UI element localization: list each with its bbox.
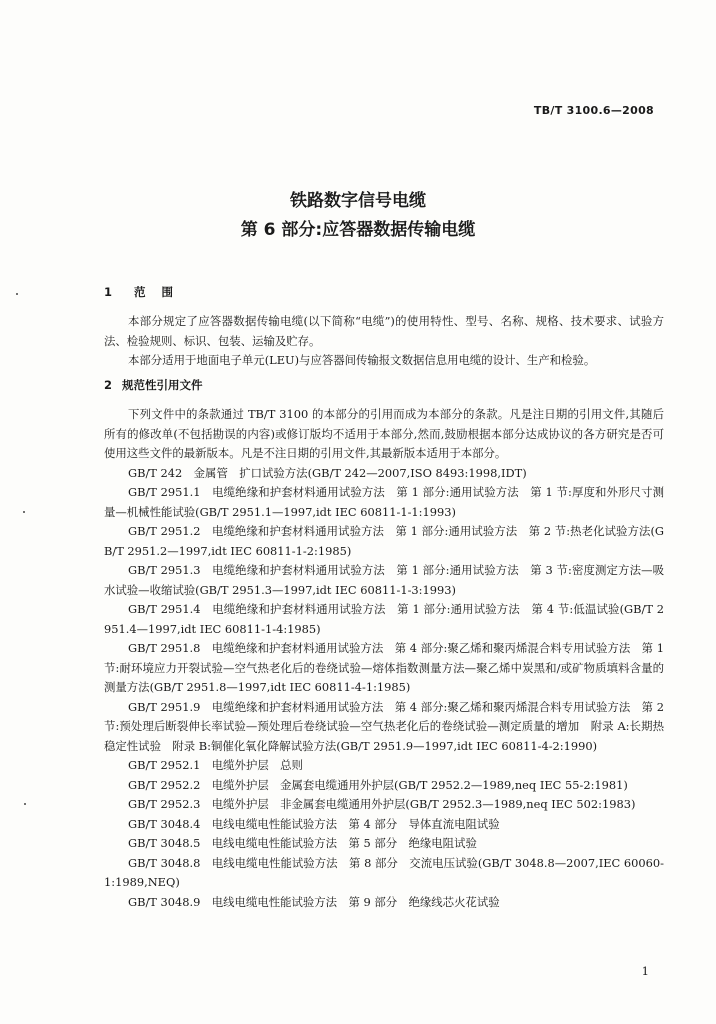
reference-entry: GB/T 2951.3 电缆绝缘和护套材料通用试验方法 第 1 部分:通用试验方法 第 3 节:密度测定方法—吸水试验—收缩试验(GB/T 2951.3—1997,idt IEC 60811-1-3:1993) (104, 563, 664, 597)
reference-entry: GB/T 2951.2 电缆绝缘和护套材料通用试验方法 第 1 部分:通用试验方法 第 2 节:热老化试验方法(GB/T 2951.2—1997,idt IEC 60811-1-2:1985) (104, 524, 664, 558)
reference-entry: GB/T 2951.1 电缆绝缘和护套材料通用试验方法 第 1 部分:通用试验方法 第 1 节:厚度和外形尺寸测量—机械性能试验(GB/T 2951.1—1997,idt IEC 60811-1-1:1993) (104, 485, 664, 519)
scan-speck (23, 511, 25, 513)
section-1-body (104, 312, 664, 371)
paragraph: 本部分适用于地面电子单元(LEU)与应答器间传输报文数据信息用电缆的设计、生产和检验。 (128, 353, 596, 367)
page-number: 1 (641, 964, 649, 978)
section-1-heading (104, 284, 189, 300)
reference-entry: GB/T 242 金属管 扩口试验方法(GB/T 242—2007,ISO 8493:1998,IDT) (128, 465, 527, 480)
section-2-title: 规范性引用文件 (122, 378, 203, 392)
reference-entry: GB/T 2952.1 电缆外护层 总则 (128, 758, 303, 772)
section-2-heading (104, 377, 203, 393)
paragraph: 下列文件中的条款通过 TB/T 3100 的本部分的引用而成为本部分的条款。凡是注日期的引用文件,其随后所有的修改单(不包括勘误的内容)或修订版均不适用于本部分,然而,鼓励根据本部分达成协议的各方研究是否可使用这些文件的最新版本。凡是不注日期的引用文件,其最新版本适用于本部分。 (104, 407, 664, 460)
reference-entry: GB/T 3048.5 电线电缆电性能试验方法 第 5 部分 绝缘电阻试验 (128, 836, 477, 850)
reference-entry: GB/T 3048.4 电线电缆电性能试验方法 第 4 部分 导体直流电阻试验 (128, 816, 500, 831)
reference-entry: GB/T 2951.8 电缆绝缘和护套材料通用试验方法 第 4 部分:聚乙烯和聚丙烯混合料专用试验方法 第 1 节:耐环境应力开裂试验—空气热老化后的卷绕试验—熔体指数测量方法—聚乙烯中炭黑和/或矿物质填料含量的测量方法(GB/T 2951.8—1997,idt IEC 60811-4-1:1985) (104, 641, 664, 694)
section-1-number: 1 (104, 285, 113, 299)
paragraph: 本部分规定了应答器数据传输电缆(以下简称“电缆”)的使用特性、型号、名称、规格、技术要求、试验方法、检验规则、标识、包装、运输及贮存。 (104, 314, 664, 348)
document-title-line1: 铁路数字信号电缆 (290, 191, 426, 211)
scan-speck (16, 293, 18, 295)
reference-entry: GB/T 2951.9 电缆绝缘和护套材料通用试验方法 第 4 部分:聚乙烯和聚丙烯混合料专用试验方法 第 2 节:预处理后断裂伸长率试验—预处理后卷绕试验—空气热老化后的卷绕试验—测定质量的增加 附录 A:长期热稳定性试验 附录 B:铜催化氧化降解试验方法(GB/T 2951.9—1997,idt IEC 60811-4-2:1990) (104, 699, 664, 753)
section-2-number: 2 (104, 378, 113, 392)
document-title-line2: 第 6 部分:应答器数据传输电缆 (240, 220, 476, 240)
reference-entry: GB/T 2951.4 电缆绝缘和护套材料通用试验方法 第 1 部分:通用试验方法 第 4 节:低温试验(GB/T 2951.4—1997,idt IEC 60811-1-4:1985) (104, 602, 664, 636)
standard-number: TB/T 3100.6—2008 (533, 104, 654, 117)
section-2-body (104, 405, 664, 912)
reference-entry: GB/T 2952.3 电缆外护层 非金属套电缆通用外护层(GB/T 2952.3—1989,neq IEC 502:1983) (128, 797, 636, 811)
reference-entry: GB/T 3048.8 电线电缆电性能试验方法 第 8 部分 交流电压试验(GB/T 3048.8—2007,IEC 60060-1:1989,NEQ) (104, 855, 664, 889)
reference-entry: GB/T 2952.2 电缆外护层 金属套电缆通用外护层(GB/T 2952.2—1989,neq IEC 55-2:1981) (128, 777, 628, 792)
reference-entry: GB/T 3048.9 电线电缆电性能试验方法 第 9 部分 绝缘线芯火花试验 (128, 894, 500, 909)
section-1-title: 范围 (134, 285, 189, 299)
scan-speck (24, 803, 26, 805)
